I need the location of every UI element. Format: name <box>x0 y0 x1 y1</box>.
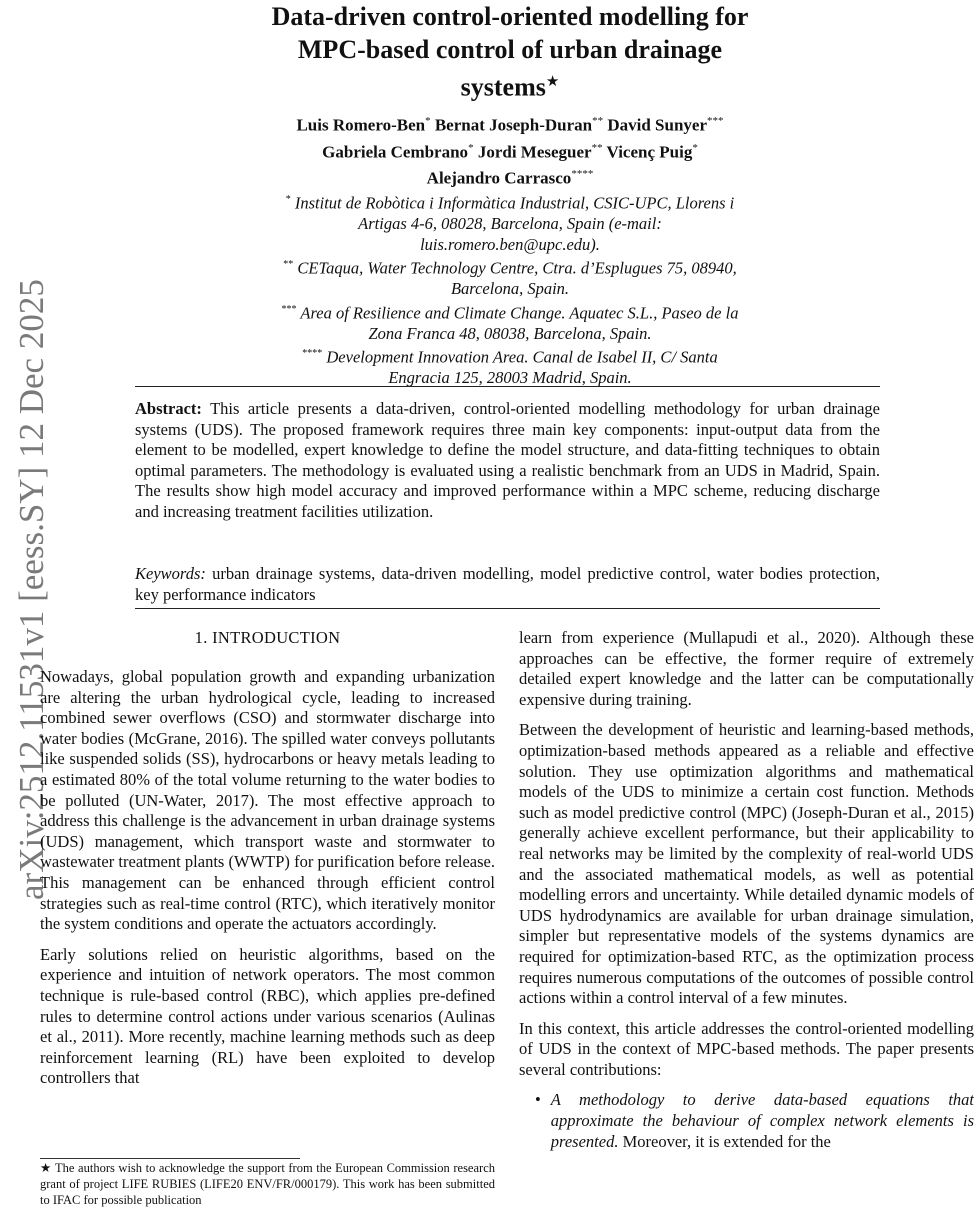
author-name: Luis Romero-Ben <box>296 115 426 135</box>
arxiv-identifier: arXiv:2512.11531v1 [eess.SY] 12 Dec 2025 <box>12 279 51 900</box>
title-line: MPC-based control of urban drainage <box>297 35 723 64</box>
abstract-text: This article presents a data-driven, control-oriented modelling methodology for urban drainage systems (UDS). The proposed framework requires three main key components: input-output data from the element to be modelled, expert knowledge to define the model structure, and data-fitting techniques to obtain optimal parameters. The methodology is evaluated using a realistic benchmark from an UDS in Madrid, Spain. The results show high model accuracy and improved performance within a MPC scheme, reducing discharge and increasing treatment facilities utilization. <box>135 399 880 521</box>
keywords-label: Keywords: <box>135 564 206 583</box>
right-column <box>519 628 974 1152</box>
affiliation-line: ** CETaqua, Water Technology Centre, Ctra. d’Esplugues 75, 08940, <box>283 258 737 278</box>
author-name: David Sunyer <box>607 115 708 135</box>
paragraph: Nowadays, global population growth and expanding urbanization are altering the urban hydrological cycle, leading to increased combined sewer overflows (CSO) and stormwater discharge into water bodies (McGrane, 2016). The spilled water conveys pollutants like suspended solids (SS), hydrocarbons or heavy metals leading to a estimated 80% of the total volume returning to the water bodies to be polluted (UN-Water, 2017). The most effective approach to address this challenge is the advancement in urban drainage systems (UDS) management, which transport waste and stormwater to wastewater treatment plants (WWTP) for purification before release. This management can be enhanced through efficient control strategies such as real-time control (RTC), which iteratively monitor the system conditions and operate the actuators accordingly. <box>40 667 495 934</box>
author-name: Alejandro Carrasco <box>426 168 572 188</box>
title-line: Data-driven control-oriented modelling for <box>271 2 749 31</box>
affiliations <box>210 190 810 389</box>
author-name: Bernat Joseph-Duran <box>434 115 593 135</box>
abstract-top-rule <box>135 386 880 387</box>
keywords <box>135 564 880 605</box>
left-column <box>40 667 495 1099</box>
footnote-rule <box>40 1158 300 1159</box>
affiliation-email: luis.romero.ben@upc.edu). <box>420 234 600 254</box>
footnote-text: The authors wish to acknowledge the support from the European Commission research grant of project LIFE RUBIES (LIFE20 ENV/FR/000179). This work has been submitted to IFAC for possible publication <box>40 1161 495 1207</box>
section-heading: 1. INTRODUCTION <box>194 628 341 647</box>
bullet-emphasis: A methodology to derive data-based equations that approximate the behaviour of complex network elements is presented. <box>550 1090 974 1151</box>
author-list <box>200 110 820 190</box>
abstract-label: Abstract: <box>135 399 202 418</box>
author-line: Alejandro Carrasco**** <box>426 168 594 188</box>
keywords-text: urban drainage systems, data-driven modelling, model predictive control, water bodies protection, key performance indicators <box>135 564 880 604</box>
contribution-bullet <box>535 1090 974 1152</box>
affiliation-line: Artigas 4-6, 08028, Barcelona, Spain (e-mail: <box>358 214 662 233</box>
footnote-mark: ★ <box>40 1161 52 1175</box>
paper-title <box>190 0 830 104</box>
author-name: Jordi Meseguer <box>477 142 592 162</box>
author-name: Gabriela Cembrano <box>322 142 469 162</box>
paragraph: Between the development of heuristic and learning-based methods, optimization-based methods appeared as a reliable and effective solution. They use optimization algorithms and mathematical models of the UDS to minimize a certain cost function. Methods such as model predictive control (MPC) (Joseph-Duran et al., 2015) generally achieve excellent performance, but their applicability to real networks may be limited by the complexity of real-world UDS and the associated mathematical models, as well as potential modelling errors and uncertainty. While detailed dynamic models of UDS hydrodynamics are available for urban drainage simulation, simpler but representative models of the systems dynamics are required for optimization-based RTC, as the optimization process requires numerous computations of the outcomes of possible control actions within a control interval of a few minutes. <box>519 720 974 1008</box>
bullet-text: Moreover, it is extended for the <box>618 1131 831 1151</box>
title-line: systems★ <box>460 72 560 102</box>
affiliation-line: Barcelona, Spain. <box>450 279 570 298</box>
footnote <box>40 1160 495 1208</box>
affiliation-line: *** Area of Resilience and Climate Change. Aquatec S.L., Paseo de la <box>281 303 739 322</box>
author-line: Luis Romero-Ben* Bernat Joseph-Duran** David Sunyer*** <box>296 115 724 135</box>
bullet-dot-icon: • <box>535 1090 541 1110</box>
paragraph: learn from experience (Mullapudi et al., 2020). Although these approaches can be effective, the former require of extremely detailed expert knowledge and the latter can be computationally expensive during training. <box>519 628 974 709</box>
title-star-mark: ★ <box>545 74 560 90</box>
paragraph: Early solutions relied on heuristic algorithms, based on the experience and intuition of network operators. The most common technique is rule-based control (RBC), which applies pre-defined rules to determine control actions under various scenarios (Aulinas et al., 2011). More recently, machine learning methods such as deep reinforcement learning (RL) have been exploited to develop controllers that <box>40 944 495 1088</box>
author-name: Vicenç Puig <box>606 142 693 162</box>
paragraph: In this context, this article addresses the control-oriented modelling of UDS in the context of MPC-based methods. The paper presents several contributions: <box>519 1018 974 1079</box>
abstract <box>135 399 880 523</box>
affiliation-line: * Institut de Robòtica i Informàtica Industrial, CSIC-UPC, Llorens i <box>285 193 735 213</box>
author-line: Gabriela Cembrano* Jordi Meseguer** Vicenç Puig* <box>322 141 698 162</box>
affiliation-line: Zona Franca 48, 08038, Barcelona, Spain. <box>368 323 652 343</box>
affiliation-line: Engracia 125, 28003 Madrid, Spain. <box>388 368 632 387</box>
affiliation-line: **** Development Innovation Area. Canal de Isabel II, C/ Santa <box>302 347 718 367</box>
keywords-bottom-rule <box>135 608 880 609</box>
